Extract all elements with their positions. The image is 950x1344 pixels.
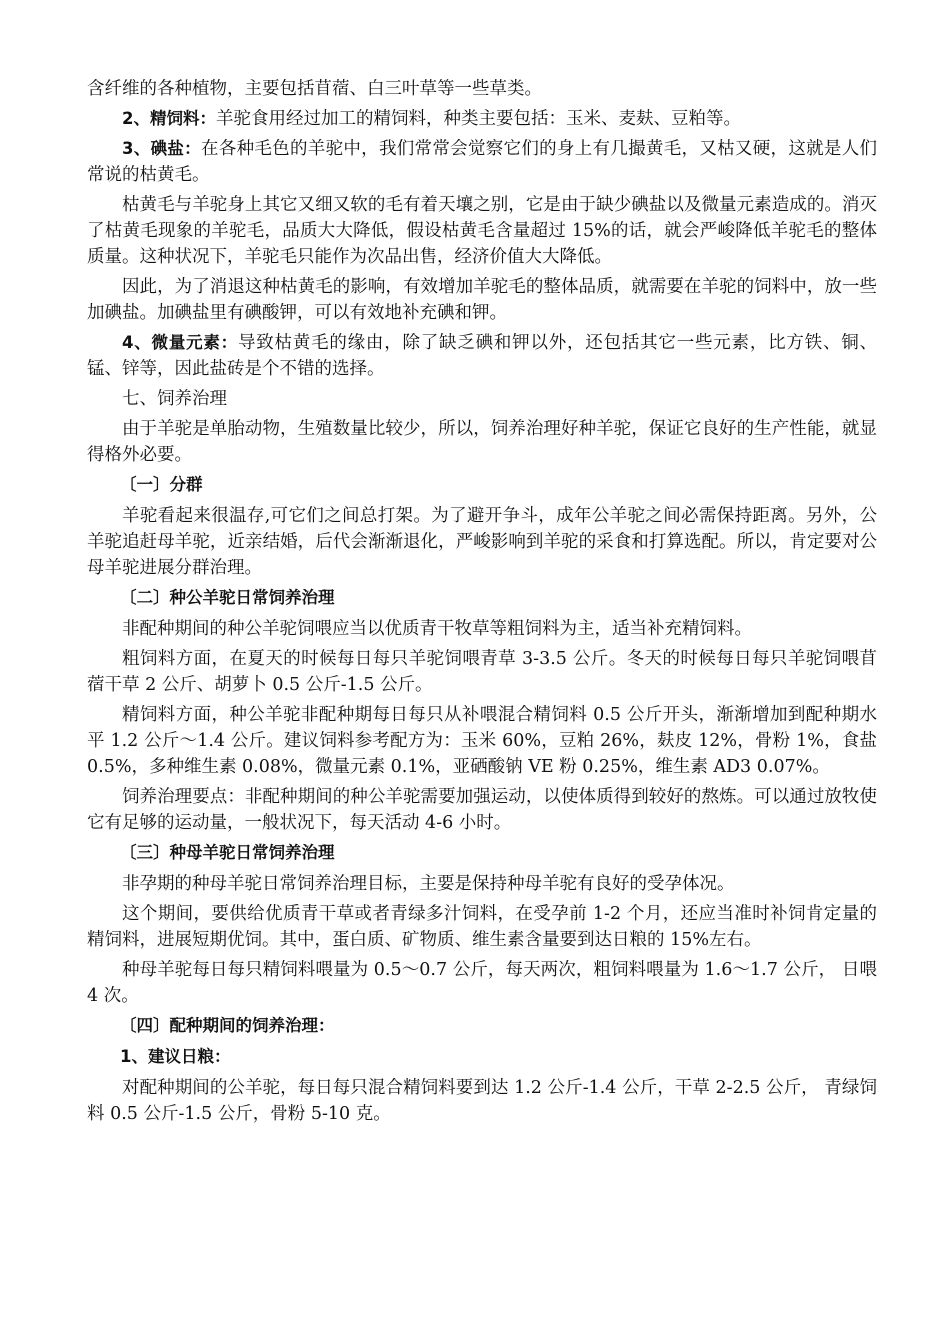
subheading-ration: 1、建议日粮：: [120, 1047, 231, 1066]
paragraph-17: 非孕期的种母羊驼日常饲养治理目标，主要是保持种母羊驼有良好的受孕体况。: [122, 874, 735, 894]
paragraph-4: 枯黄毛与羊驼身上其它又细又软的毛有着天壤之别，它是由于缺少碘盐以及微量元素造成的。消灭了枯黄毛现象的羊驼毛，品质大大降低，假设枯黄毛含量超过 15%的话，就会严峻降低羊驼毛的整体质量。这种状况下，羊驼毛只能作为次品出售，经济价值大大降低。: [87, 195, 877, 267]
paragraph-1: 含纤维的各种植物，主要包括苜蓿、白三叶草等一些草类。: [87, 79, 542, 99]
paragraph-13: 粗饲料方面，在夏天的时候每日每只羊驼饲喂青草 3-3.5 公斤。冬天的时候每日每只羊驼饲喂苜蓿干草 2 公斤、胡萝卜 0.5 公斤-1.5 公斤。: [87, 649, 877, 695]
paragraph-5: 因此，为了消退这种枯黄毛的影响，有效增加羊驼毛的整体品质，就需要在羊驼的饲料中，放一些加碘盐。加碘盐里有碘酸钾，可以有效地补充碘和钾。: [87, 277, 877, 323]
subheading-grouping: 〔一〕分群: [120, 475, 203, 494]
paragraph-18: 这个期间，要供给优质青干草或者青绿多汁饲料，在受孕前 1-2 个月，还应当准时补饲肯定量的精饲料，进展短期优饲。其中，蛋白质、矿物质、维生素含量要到达日粮的 15%左右。: [87, 904, 877, 950]
paragraph-2: 2、精饲料：羊驼食用经过加工的精饲料，种类主要包括：玉米、麦麸、豆粕等。: [122, 109, 741, 129]
paragraph-3: 3、碘盐：在各种毛色的羊驼中，我们常常会觉察它们的身上有几撮黄毛，又枯又硬，这就是人们常说的枯黄毛。: [87, 139, 878, 185]
paragraph-6: 4、微量元素：导致枯黄毛的缘由，除了缺乏碘和钾以外，还包括其它一些元素，比方铁、铜、锰、锌等，因此盐砖是个不错的选择。: [87, 333, 877, 379]
document-page: [87, 76, 877, 1131]
section-heading-7: 七、饲养治理: [122, 389, 227, 409]
paragraph-15: 饲养治理要点：非配种期间的种公羊驼需要加强运动，以使体质得到较好的熬炼。可以通过放牧使它有足够的运动量，一般状况下，每天活动 4-6 小时。: [87, 787, 877, 833]
paragraph-8: 由于羊驼是单胎动物，生殖数量比较少，所以，饲养治理好种羊驼，保证它良好的生产性能，就显得格外必要。: [87, 419, 877, 465]
subheading-breeding: 〔四〕配种期间的饲养治理：: [120, 1016, 335, 1035]
paragraph-10: 羊驼看起来很温存,可它们之间总打架。为了避开争斗，成年公羊驼之间必需保持距离。另外，公羊驼追赶母羊驼，近亲结婚，后代会渐渐退化，严峻影响到羊驼的采食和打算选配。所以，肯定要对公母羊驼进展分群治理。: [87, 506, 877, 578]
paragraph-19: 种母羊驼每日每只精饲料喂量为 0.5～0.7 公斤，每天两次，粗饲料喂量为 1.6～1.7 公斤， 日喂 4 次。: [87, 960, 877, 1006]
paragraph-14: 精饲料方面，种公羊驼非配种期每日每只从补喂混合精饲料 0.5 公斤开头，渐渐增加到配种期水平 1.2 公斤～1.4 公斤。建议饲料参考配方为：玉米 60%，豆粕 26%，麸皮 12%，骨粉 1%，食盐 0.5%，多种维生素 0.08%，微量元素 0.1%，亚硒酸钠 VE 粉 0.25%，维生素 AD3 0.07%。: [87, 705, 877, 777]
paragraph-22: 对配种期间的公羊驼，每日每只混合精饲料要到达 1.2 公斤-1.4 公斤，干草 2-2.5 公斤， 青绿饲料 0.5 公斤-1.5 公斤，骨粉 5-10 克。: [87, 1078, 877, 1124]
paragraph-12: 非配种期间的种公羊驼饲喂应当以优质青干牧草等粗饲料为主，适当补充精饲料。: [122, 619, 752, 639]
subheading-male: 〔二〕种公羊驼日常饲养治理: [120, 588, 335, 607]
subheading-female: 〔三〕种母羊驼日常饲养治理: [120, 843, 335, 862]
